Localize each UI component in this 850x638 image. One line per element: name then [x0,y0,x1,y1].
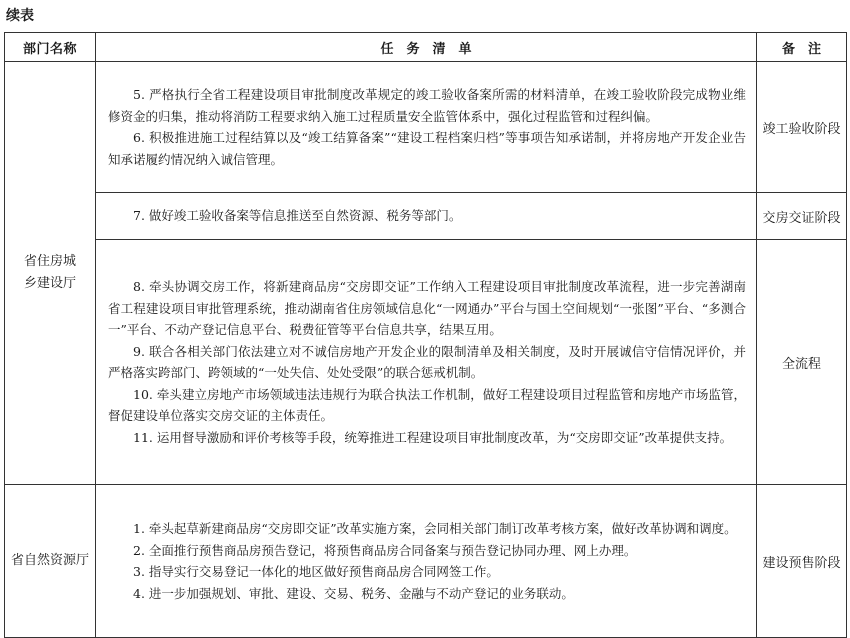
dept-cell-natural-resources: 省自然资源厅 [5,485,96,638]
task-item: 10. 牵头建立房地产市场领域违法违规行为联合执法工作机制，做好工程建设项目过程监管和房地产市场监管，督促建设单位落实交房交证的主体责任。 [108,386,746,423]
task-item: 8. 牵头协调交房工作，将新建商品房“交房即交证”工作纳入工程建设项目审批制度改革流程，进一步完善湖南省工程建设项目审批管理系统，推动湖南省住房领域信息化“一网通办”平台与国土空间规划“一张图”平台、“多测合一”平台、不动产登记信息平台、税费征管等平台信息共享，结果互用。 [108,279,746,337]
task-item: 3. 指导实行交易登记一体化的地区做好预售商品房合同网签工作。 [133,564,499,579]
table-row [5,193,847,240]
tasks-cell [96,193,757,240]
task-item: 6. 积极推进施工过程结算以及“竣工结算备案”“建设工程档案归档”等事项告知承诺制，并将房地产开发企业告知承诺履约情况纳入诚信管理。 [108,130,746,167]
remark-cell: 建设预售阶段 [757,485,847,638]
tasks-cell [96,62,757,193]
task-item: 11. 运用督导激励和评价考核等手段，统筹推进工程建设项目审批制度改革，为“交房即交证”改革提供支持。 [133,429,733,445]
dept-name: 省住房城乡建设厅 [23,254,76,291]
task-item: 2. 全面推行预售商品房预告登记，将预售商品房合同备案与预告登记协同办理、网上办理。 [133,542,637,558]
remark-cell: 竣工验收阶段 [757,62,847,193]
task-item: 9. 联合各相关部门依法建立对不诚信房地产开发企业的限制清单及相关制度，及时开展诚信守信情况评价，并严格落实跨部门、跨领域的“一处失信、处处受限”的联合惩戒机制。 [108,343,746,380]
task-item: 4. 进一步加强规划、审批、建设、交易、税务、金融与不动产登记的业务联动。 [133,585,574,601]
task-item: 1. 牵头起草新建商品房“交房即交证”改革实施方案，会同相关部门制订改革考核方案，做好改革协调和调度。 [133,521,737,536]
table-row [5,240,847,485]
remark-cell: 全流程 [757,240,847,485]
table-header-row [5,33,847,62]
header-remark: 备 注 [757,33,847,62]
task-table [4,32,847,638]
table-caption: 续表 [6,8,34,24]
header-dept: 部门名称 [5,33,96,62]
header-tasks: 任 务 清 单 [96,33,757,62]
tasks-cell [96,240,757,485]
tasks-cell [96,485,757,638]
table-row [5,485,847,638]
table-row [5,62,847,193]
task-item: 7. 做好竣工验收备案等信息推送至自然资源、税务等部门。 [133,208,462,224]
dept-cell-housing [5,62,96,485]
task-item: 5. 严格执行全省工程建设项目审批制度改革规定的竣工验收备案所需的材料清单，在竣工验收阶段完成物业维修资金的归集，推动将消防工程要求纳入施工过程质量安全监管体系中，强化过程监管和过程纠偏。 [108,87,746,124]
remark-cell: 交房交证阶段 [757,193,847,240]
